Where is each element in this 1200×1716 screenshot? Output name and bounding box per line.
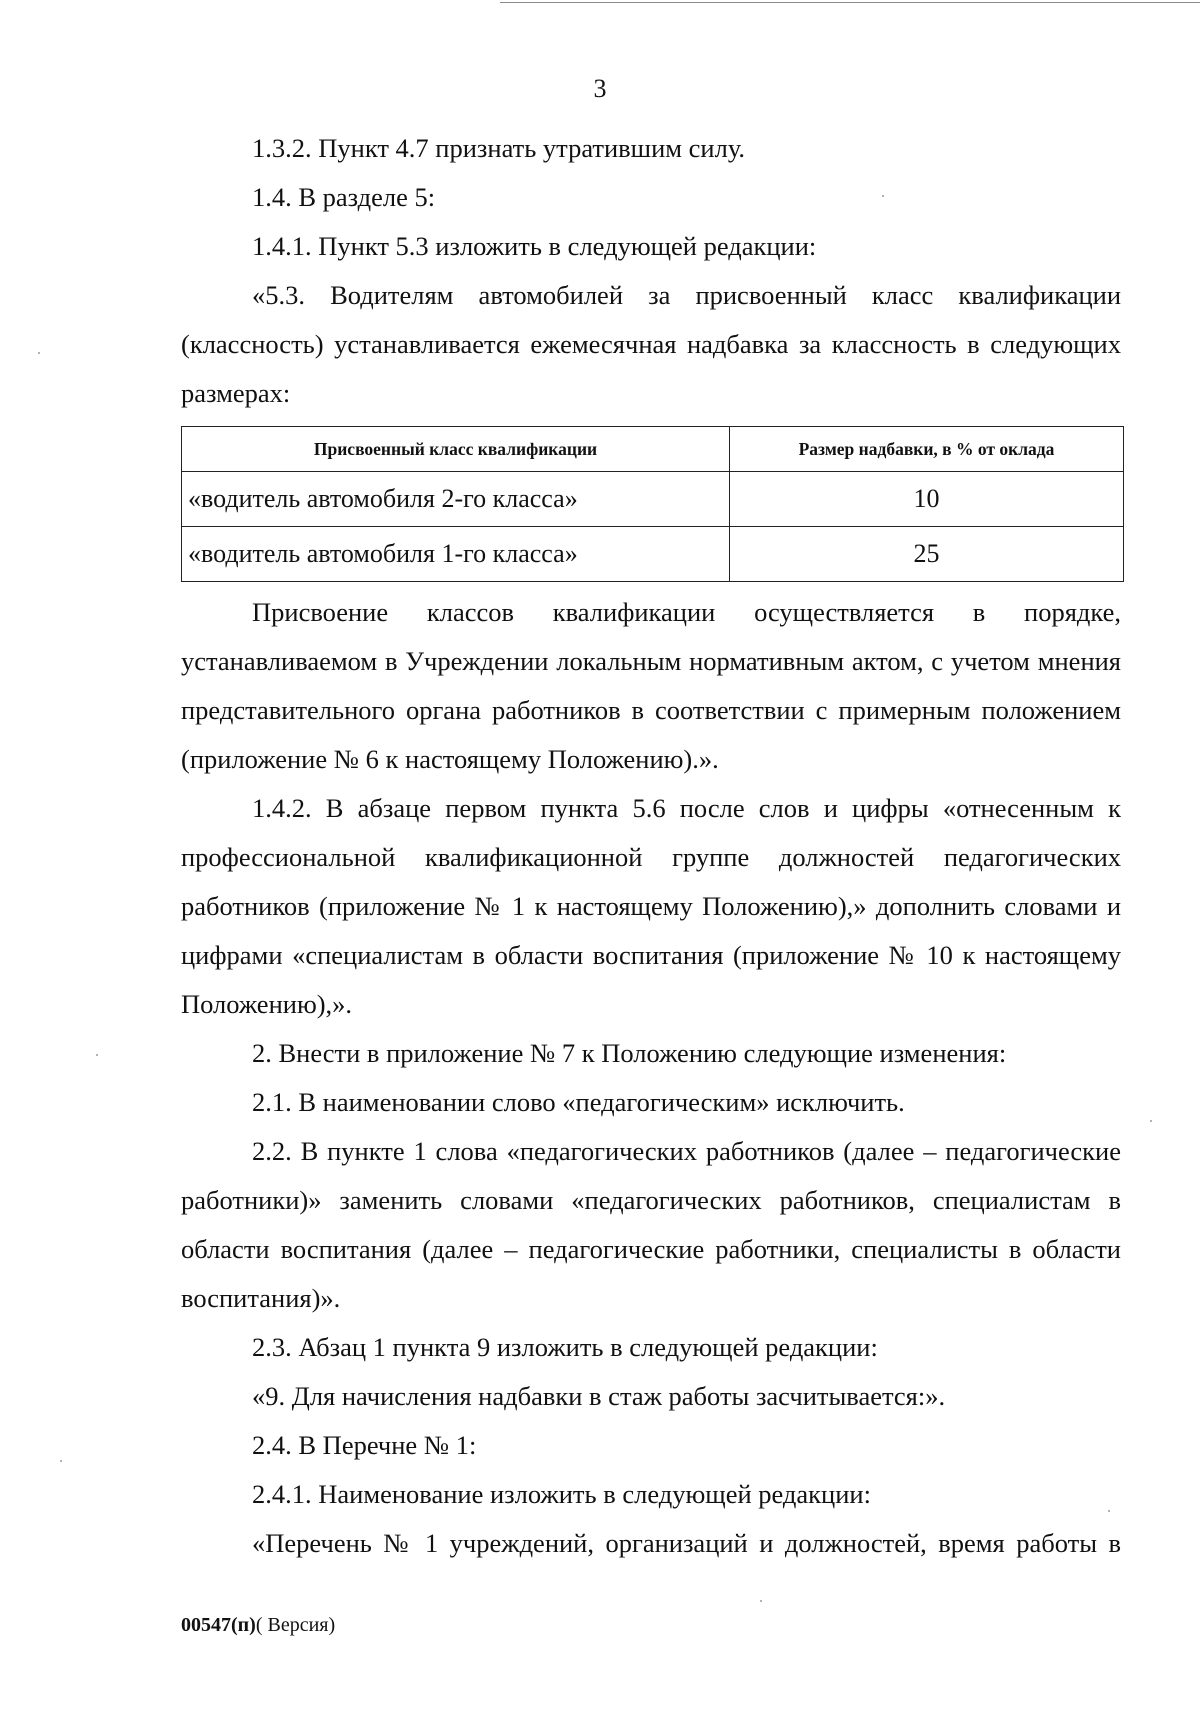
paragraph-9-quote: «9. Для начисления надбавки в стаж работы засчитывается:». (252, 1381, 946, 1411)
table-row (182, 527, 1124, 582)
table-cell-bonus: 10 (730, 472, 1124, 527)
paragraph-5-3: «5.3. Водителям автомобилей за присвоенный класс квалификации (классность) устанавливается ежемесячная надбавка за классность в следующих размерах: (181, 280, 1121, 408)
paragraph-1-4: 1.4. В разделе 5: (252, 182, 436, 212)
paragraph-2: 2. Внести в приложение № 7 к Положению следующие изменения: (252, 1038, 1007, 1068)
table-cell-class: «водитель автомобиля 2-го класса» (182, 472, 730, 527)
paragraph-2-1: 2.1. В наименовании слово «педагогическим» исключить. (252, 1087, 905, 1117)
table-cell-class: «водитель автомобиля 1-го класса» (182, 527, 730, 582)
scan-speck (1150, 1120, 1152, 1122)
scan-speck (38, 352, 40, 354)
classification-bonus-table (181, 426, 1124, 582)
scan-speck (96, 1054, 98, 1056)
top-border-line (500, 2, 1200, 3)
document-footer (181, 1614, 335, 1637)
document-version: ( Версия) (255, 1614, 336, 1636)
table-header-row (182, 427, 1124, 472)
paragraph-2-3: 2.3. Абзац 1 пункта 9 изложить в следующей редакции: (252, 1332, 878, 1362)
paragraph-class-assignment: Присвоение классов квалификации осуществляется в порядке, устанавливаемом в Учреждении локальным нормативным актом, с учетом мнения представительного органа работников в соответствии с примерным положением (приложение № 6 к настоящему Положению).». (181, 597, 1121, 774)
table-cell-bonus: 25 (730, 527, 1124, 582)
paragraph-1-4-2: 1.4.2. В абзаце первом пункта 5.6 после слов и цифры «отнесенным к профессиональной квалификационной группе должностей педагогических работников (приложение № 1 к настоящему Положению),» дополнить словами и цифрами «специалистам в области воспитания (приложение № 10 к настоящему Положению),». (181, 793, 1121, 1019)
page-number: 3 (593, 74, 607, 103)
paragraph-2-2: 2.2. В пункте 1 слова «педагогических работников (далее – педагогические работники)» заменить словами «педагогических работников, специалистам в области воспитания (далее – педагогические работники, специалисты в области воспитания)». (181, 1136, 1121, 1313)
document-code: 00547(п) (181, 1614, 256, 1636)
scan-speck (60, 1460, 62, 1462)
column-header-class: Присвоенный класс квалификации (182, 427, 730, 472)
paragraph-list-1-title: «Перечень № 1 учреждений, организаций и должностей, время работы в (252, 1528, 1121, 1558)
table-row (182, 472, 1124, 527)
paragraph-2-4-1: 2.4.1. Наименование изложить в следующей редакции: (252, 1479, 871, 1509)
document-body (181, 124, 1121, 1568)
paragraph-1-3-2: 1.3.2. Пункт 4.7 признать утратившим силу. (252, 133, 746, 163)
paragraph-1-4-1: 1.4.1. Пункт 5.3 изложить в следующей редакции: (252, 231, 817, 261)
column-header-bonus: Размер надбавки, в % от оклада (730, 427, 1124, 472)
scan-speck (760, 1600, 762, 1602)
scan-speck (882, 195, 884, 197)
scan-speck (1108, 1510, 1110, 1512)
paragraph-2-4: 2.4. В Перечне № 1: (252, 1430, 477, 1460)
